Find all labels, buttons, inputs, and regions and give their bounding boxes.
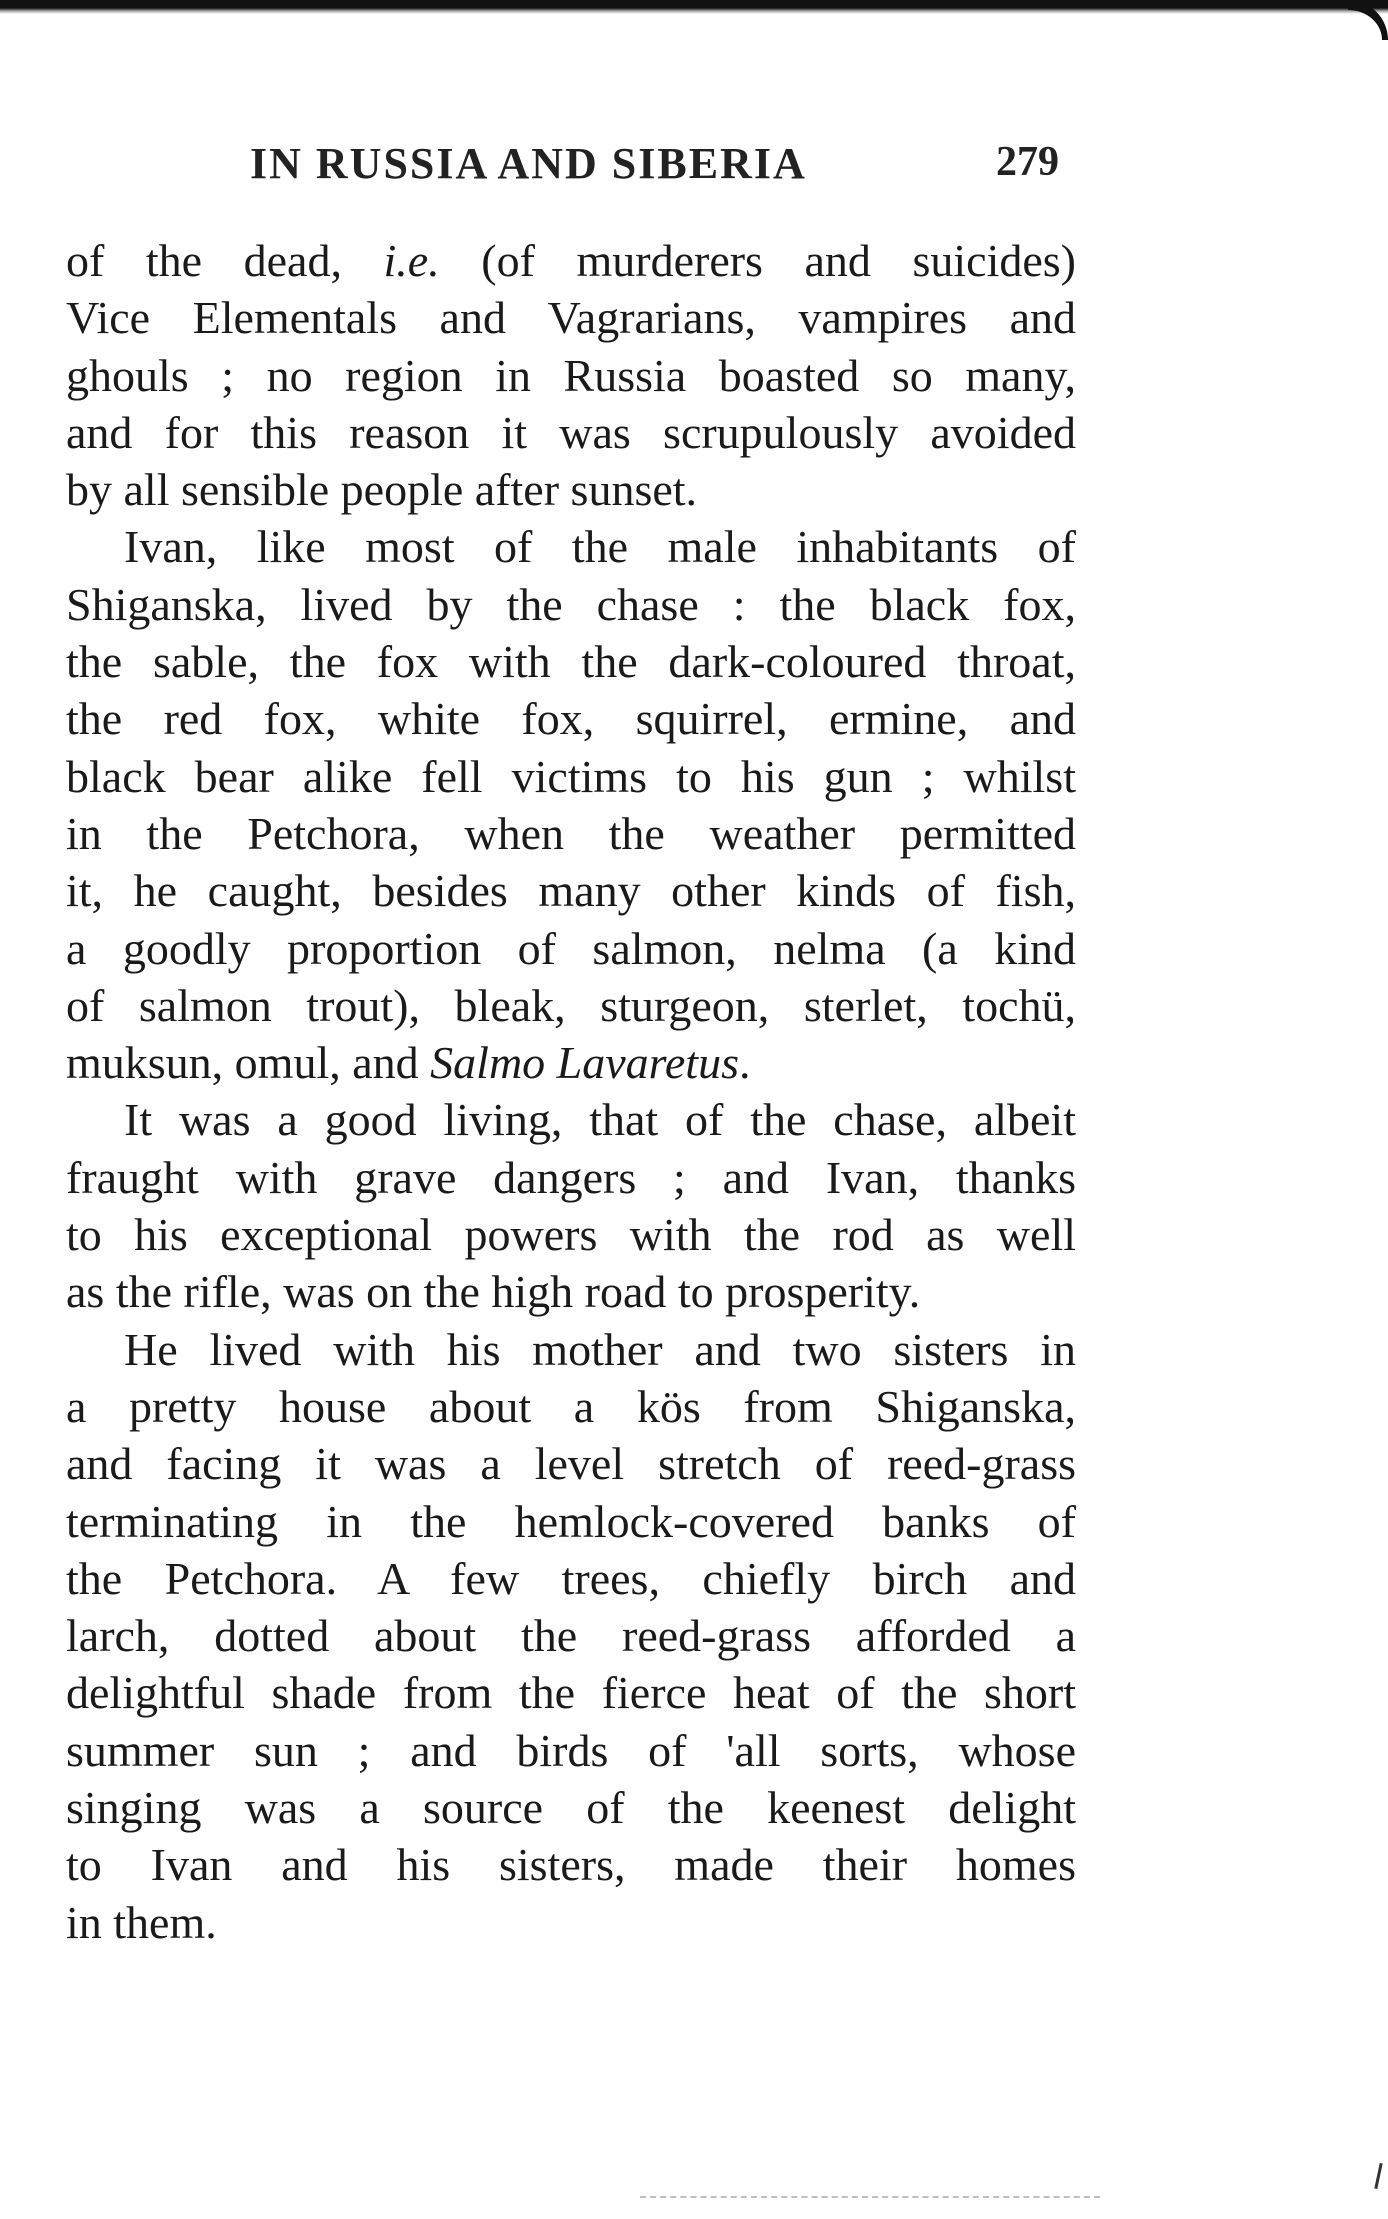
text-line: summer sun ; and birds of 'all sorts, whose <box>66 1724 1076 1776</box>
running-head <box>0 138 1388 198</box>
page-top-edge <box>0 0 1388 14</box>
text-line: the red fox, white fox, squirrel, ermine, and <box>66 693 1076 745</box>
scan-specks <box>640 2196 1100 2204</box>
text-line: black bear alike fell victims to his gun ; whilst <box>66 750 1076 802</box>
text-line: of salmon trout), bleak, sturgeon, sterlet, tochü, <box>66 979 1076 1031</box>
text-line: Shiganska, lived by the chase : the black fox, <box>66 578 1076 630</box>
text-line: a pretty house about a kös from Shiganska, <box>66 1380 1076 1432</box>
text-line: in the Petchora, when the weather permitted <box>66 807 1076 859</box>
text-line: Ivan, like most of the male inhabitants of <box>124 521 1076 573</box>
scan-edge-mark <box>1374 2163 1382 2189</box>
text-line: the sable, the fox with the dark-coloured throat, <box>66 636 1076 688</box>
text-line: it, he caught, besides many other kinds of fish, <box>66 865 1076 917</box>
text-line: of the dead, i.e. (of murderers and suicides) <box>66 235 1076 286</box>
text-line: and for this reason it was scrupulously avoided <box>66 406 1076 458</box>
text-line: ghouls ; no region in Russia boasted so many, <box>66 349 1076 401</box>
text-line: muksun, omul, and Salmo Lavaretus. <box>66 1037 751 1089</box>
text-line: delightful shade from the fierce heat of the short <box>66 1667 1076 1719</box>
text-line: as the rifle, was on the high road to prosperity. <box>66 1266 921 1318</box>
text-line: to his exceptional powers with the rod as well <box>66 1209 1076 1261</box>
text-line: a goodly proportion of salmon, nelma (a kind <box>66 922 1076 974</box>
page-number: 279 <box>996 139 1059 185</box>
text-line: It was a good living, that of the chase, albeit <box>124 1094 1076 1146</box>
text-line: the Petchora. A few trees, chiefly birch and <box>66 1552 1076 1604</box>
text-line: by all sensible people after sunset. <box>66 464 698 516</box>
running-title: IN RUSSIA AND SIBERIA <box>250 139 807 188</box>
text-line: to Ivan and his sisters, made their homes <box>66 1839 1076 1891</box>
text-line: and facing it was a level stretch of reed-grass <box>66 1438 1076 1490</box>
text-line: terminating in the hemlock-covered banks of <box>66 1495 1076 1547</box>
text-line: Vice Elementals and Vagrarians, vampires and <box>66 292 1076 344</box>
text-line: fraught with grave dangers ; and Ivan, thanks <box>66 1151 1076 1203</box>
text-line: in them. <box>66 1896 217 1948</box>
text-line: He lived with his mother and two sisters in <box>124 1323 1076 1375</box>
text-line: singing was a source of the keenest delight <box>66 1782 1076 1834</box>
body-text <box>66 232 1076 1951</box>
text-line: larch, dotted about the reed-grass afforded a <box>66 1610 1076 1662</box>
